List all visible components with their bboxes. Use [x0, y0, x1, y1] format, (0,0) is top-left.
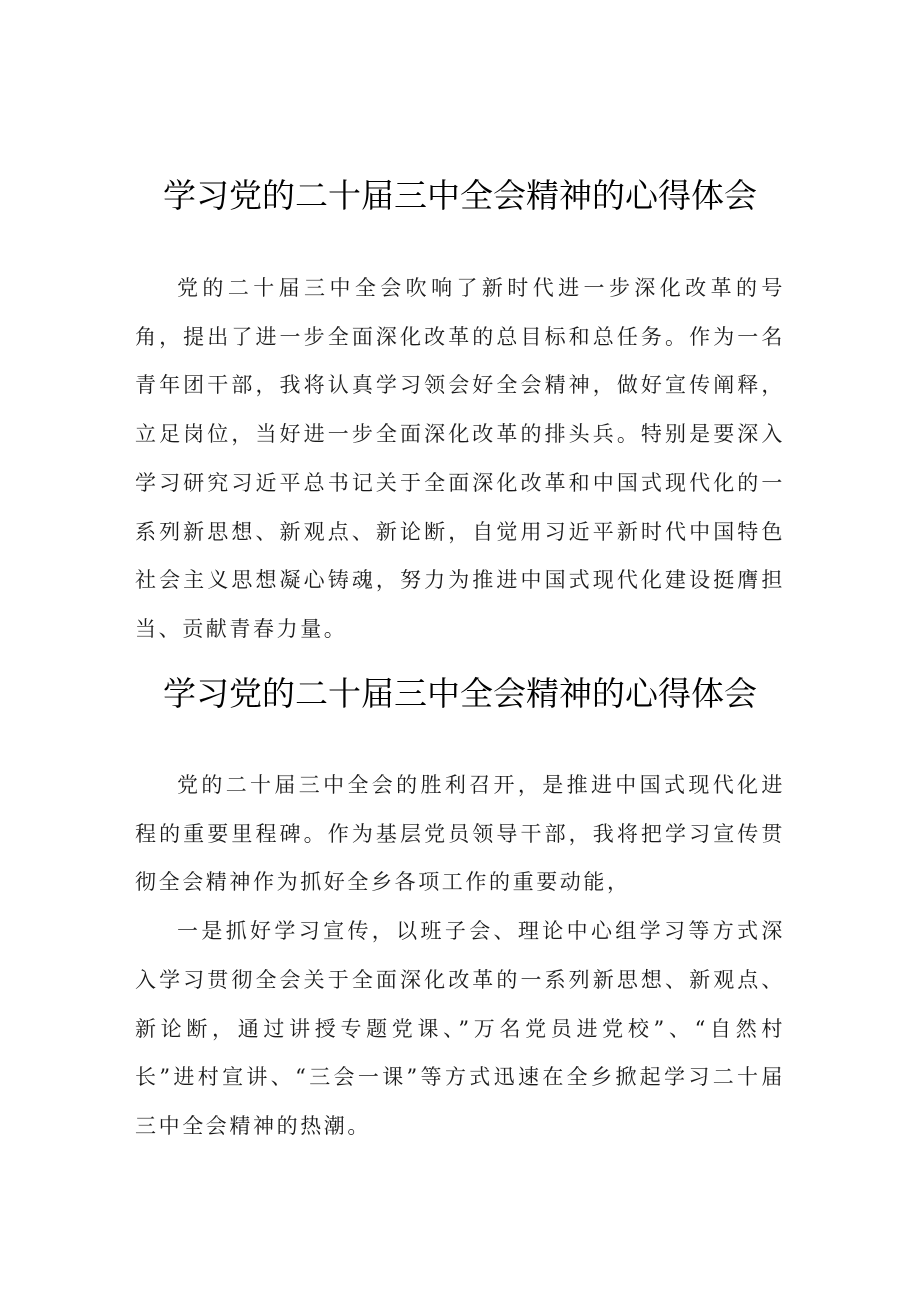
section-2-paragraph-1: 党的二十届三中全会的胜利召开，是推进中国式现代化进程的重要里程碑。作为基层党员领导干部，我将把学习宣传贯彻全会精神作为抓好全乡各项工作的重要动能， [135, 773, 785, 895]
section-1-body [135, 264, 785, 654]
section-2-body [135, 761, 785, 1151]
section-1-title: 学习党的二十届三中全会精神的心得体会 [163, 176, 757, 215]
section-2-paragraph-2: 一是抓好学习宣传，以班子会、理论中心组学习等方式深入学习贯彻全会关于全面深化改革的一系列新思想、新观点、新论断，通过讲授专题党课、”万名党员进党校”、“自然村长”进村宣讲、“三会一课”等方式迅速在全乡掀起学习二十届三中全会精神的热潮。 [135, 919, 785, 1138]
section-2-title: 学习党的二十届三中全会精神的心得体会 [163, 674, 757, 713]
section-1-paragraph-1: 党的二十届三中全会吹响了新时代进一步深化改革的号角，提出了进一步全面深化改革的总目标和总任务。作为一名青年团干部，我将认真学习领会好全会精神，做好宣传阐释，立足岗位，当好进一步全面深化改革的排头兵。特别是要深入学习研究习近平总书记关于全面深化改革和中国式现代化的一系列新思想、新观点、新论断，自觉用习近平新时代中国特色社会主义思想凝心铸魂，努力为推进中国式现代化建设挺膺担当、贡献青春力量。 [135, 276, 785, 641]
